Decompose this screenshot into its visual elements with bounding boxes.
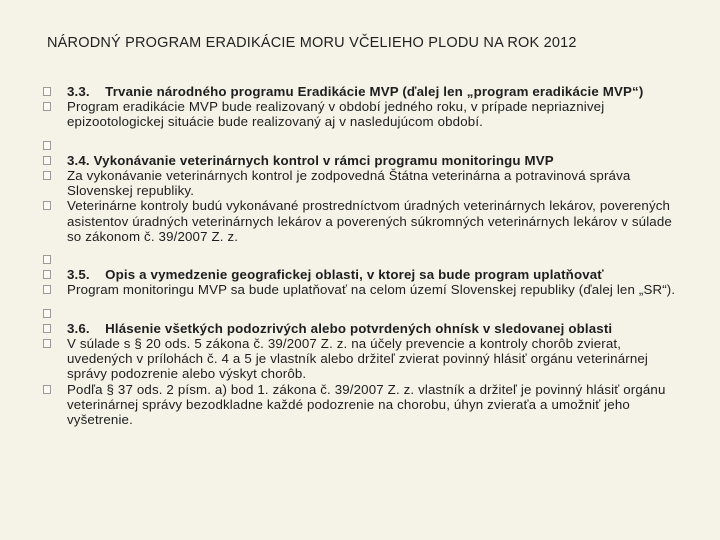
slide-title: NÁRODNÝ PROGRAM ERADIKÁCIE MORU VČELIEHO PLODU NA ROK 2012 bbox=[47, 35, 577, 51]
bullet-square-icon bbox=[43, 201, 51, 210]
paragraph: V súlade s § 20 ods. 5 zákona č. 39/2007 Z. z. na účely prevencie a kontroly chorôb zvierat, uvedených v prílohách č. 4 a 5 je vlastník alebo držiteľ zvierat povinný hlásiť orgánu veterinárnej správy podozrenie alebo výskyt chorôb. bbox=[67, 336, 652, 382]
bullet-square-icon bbox=[43, 255, 51, 264]
list-item bbox=[43, 99, 683, 129]
bullet-square-icon bbox=[43, 171, 51, 180]
list-item-empty bbox=[43, 138, 683, 153]
list-item bbox=[43, 336, 683, 382]
bullet-square-icon bbox=[43, 324, 51, 333]
paragraph: Program eradikácie MVP bude realizovaný v období jedného roku, v prípade nepriaznivej epizootologickej situácie bude realizovaný aj v nasledujúcom období. bbox=[67, 99, 609, 130]
bullet-square-icon bbox=[43, 309, 51, 318]
list-item bbox=[43, 321, 683, 336]
list-item-empty bbox=[43, 252, 683, 267]
list-item bbox=[43, 267, 683, 282]
list-item bbox=[43, 282, 683, 297]
paragraph: Podľa § 37 ods. 2 písm. a) bod 1. zákona č. 39/2007 Z. z. vlastník a držiteľ je povinný hlásiť orgánu veterinárnej správy bezodkladne každé podozrenie na chorobu, úhyn zvieraťa a umožniť jeho vyšetrenie. bbox=[67, 381, 670, 428]
paragraph: Veterinárne kontroly budú vykonávané prostredníctvom úradných veterinárnych lekárov, poverených asistentov úradných veterinárnych lekárov a poverených súkromných veterinárnych lekárov v súlade so zákonom č. 39/2007 Z. z. bbox=[67, 198, 676, 244]
bullet-list bbox=[43, 84, 683, 427]
bullet-square-icon bbox=[43, 339, 51, 348]
list-item-empty bbox=[43, 306, 683, 321]
section-heading: 3.3. Trvanie národného programu Eradikácie MVP (ďalej len „program eradikácie MVP“) bbox=[67, 84, 644, 99]
section-heading: 3.4. Vykonávanie veterinárnych kontrol v rámci programu monitoringu MVP bbox=[67, 152, 554, 168]
list-item bbox=[43, 198, 683, 244]
paragraph: Za vykonávanie veterinárnych kontrol je zodpovedná Štátna veterinárna a potravinová správa Slovenskej republiky. bbox=[67, 168, 635, 199]
bullet-square-icon bbox=[43, 385, 51, 394]
list-item bbox=[43, 168, 683, 198]
bullet-square-icon bbox=[43, 156, 51, 165]
list-item bbox=[43, 84, 683, 99]
bullet-square-icon bbox=[43, 270, 51, 279]
bullet-square-icon bbox=[43, 285, 51, 294]
list-item bbox=[43, 153, 683, 168]
bullet-square-icon bbox=[43, 102, 51, 111]
bullet-square-icon bbox=[43, 141, 51, 150]
bullet-square-icon bbox=[43, 87, 51, 96]
paragraph: Program monitoringu MVP sa bude uplatňovať na celom území Slovenskej republiky (ďalej len „SR“). bbox=[67, 282, 676, 298]
list-item bbox=[43, 382, 683, 428]
section-heading: 3.6. Hlásenie všetkých podozrivých alebo potvrdených ohnísk v sledovanej oblasti bbox=[67, 320, 613, 336]
section-heading: 3.5. Opis a vymedzenie geografickej oblasti, v ktorej sa bude program uplatňovať bbox=[67, 267, 604, 283]
